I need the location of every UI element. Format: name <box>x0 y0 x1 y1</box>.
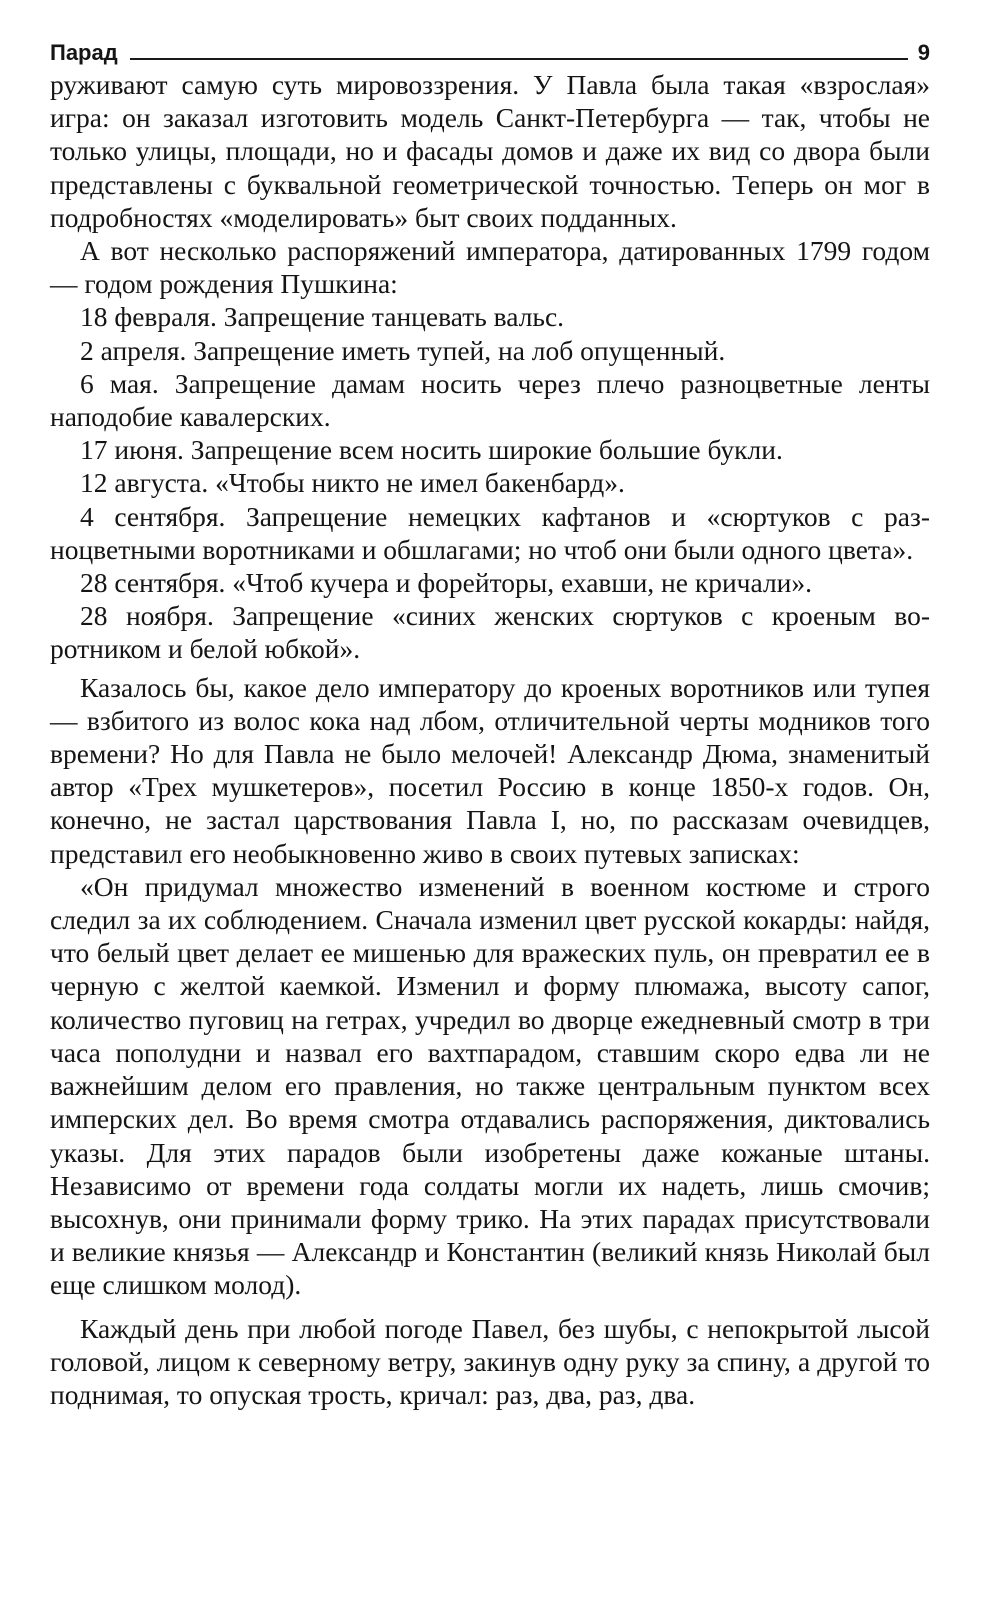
list-item: 28 ноября. Запрещение «синих женских сюртуков с кроеным воротником и белой юбкой». <box>50 600 930 665</box>
paragraph: Каждый день при любой погоде Павел, без шубы, с непокрытой лысой головой, лицом к северному ветру, закинув одну руку за спину, а другой то поднимая, то опуская трость, кричал: раз, два, раз, два. <box>50 1312 930 1410</box>
list-item: 6 мая. Запрещение дамам носить через плечо разноцветные ленты наподобие кавалерских. <box>50 367 930 433</box>
paragraph: Казалось бы, какое дело императору до кроеных воротников или тупея — взбитого из волос кока над лбом, отличительной черты модников того времени? Но для Павла не было мелочей! Александр Дюма, знаменитый автор «Трех мушкетеров», посетил Россию в конце 1850-х годов. Он, конечно, не застал царствования Павла I, но, по рассказам очевидцев, представил его необыкновенно живо в своих путевых записках: <box>50 671 930 869</box>
chapter-title: Парад <box>50 40 118 65</box>
header-rule <box>130 58 908 60</box>
paragraph: руживают самую суть мировоззрения. У Павла была такая «взрослая» игра: он заказал изготовить модель Санкт-Петербурга — так, чтобы не только улицы, площади, но и фасады домов и даже их вид со двора были представлены с буквальной геометрической точностью. Теперь он мог в подробностях «моделировать» быт своих подданных. <box>50 69 930 233</box>
list-item: 28 сентября. «Чтоб кучера и форейторы, ехавши, не кричали». <box>80 567 813 599</box>
list-item: 12 августа. «Чтобы никто не имел бакенбард». <box>80 467 625 499</box>
list-item: 18 февраля. Запрещение танцевать вальс. <box>80 301 565 333</box>
book-page <box>50 30 930 1570</box>
running-header <box>50 30 930 66</box>
list-item: 17 июня. Запрещение всем носить широкие большие букли. <box>80 434 783 466</box>
paragraph: А вот несколько распоряжений императора, датированных 1799 годом — годом рождения Пушкина: <box>50 235 930 300</box>
list-item: 4 сентября. Запрещение немецких кафтанов и «сюртуков с разноцветными воротниками и обшлагами; но чтоб они были одного цвета». <box>50 500 930 565</box>
list-item: 2 апреля. Запрещение иметь тупей, на лоб опущенный. <box>80 334 726 366</box>
quotation: «Он придумал множество изменений в военном костюме и строго следил за их соблюдением. Сначала изменил цвет русской кокарды: найдя, что белый цвет делает ее мишенью для вражеских пуль, он превратил ее в черную с желтой каемкой. Изменил и форму плюмажа, высоту сапог, количество пуговиц на гетрах, учредил во дворце ежедневный смотр в три часа пополудни и назвал его вахтпарадом, ставшим скоро едва ли не важнейшим делом его правления, но также центральным пунктом всех имперских дел. Во время смотра отдавались распоряжения, диктовались указы. Для этих парадов были изобретены даже кожаные штаны. Независимо от времени года солдаты могли их надеть, лишь смочив; высохнув, они принимали форму трико. На этих парадах присутствовали и великие князья — Александр и Константин (великий князь Николай был еще слишком молод). <box>50 870 930 1301</box>
body-text <box>50 68 930 1411</box>
page-number: 9 <box>917 40 930 65</box>
